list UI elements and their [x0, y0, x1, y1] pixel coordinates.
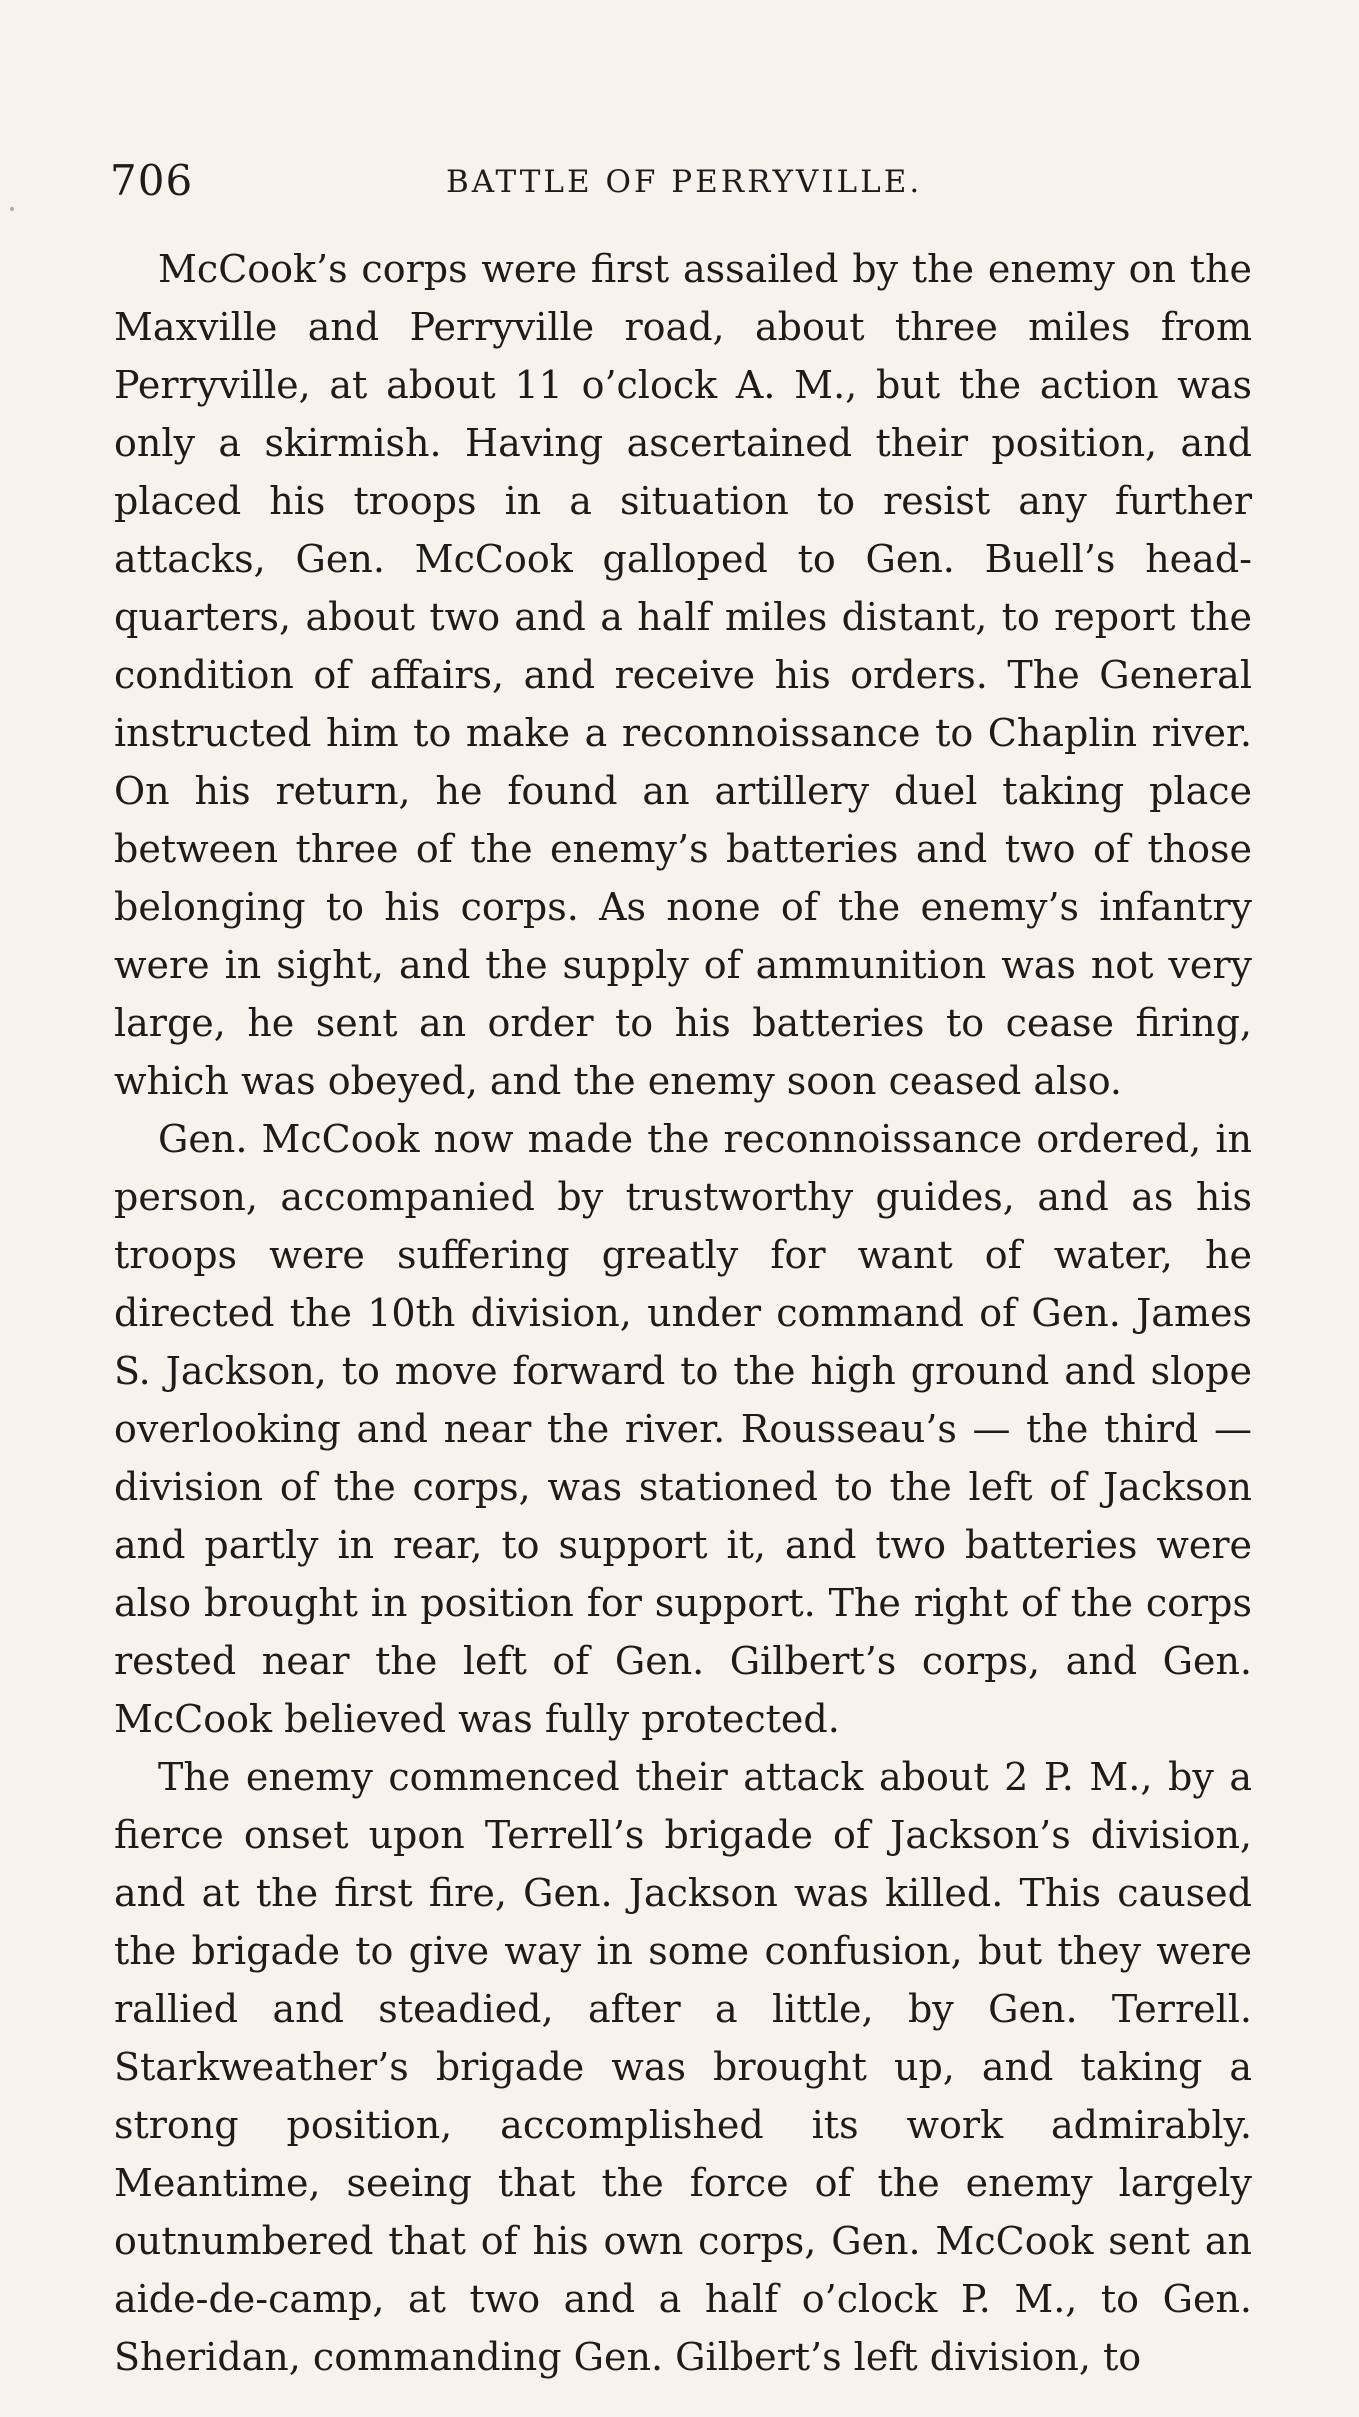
page-number: 706 — [110, 156, 194, 205]
paragraph-3: The enemy commenced their attack about 2 P. M., by a fierce onset upon Terrell’s brigade of Jackson’s division, and at the first fire, Gen. Jackson was killed. This caused the brigade to give way in some confusion, but they were rallied and steadied, after a little, by Gen. Terrell. Starkweather’s brigade was brought up, and taking a strong position, accomplished its work admirably. Meantime, seeing that the force of the enemy largely outnumbered that of his own corps, Gen. McCook sent an aide-de-camp, at two and a half o’clock P. M., to Gen. Sheridan, commanding Gen. Gilbert’s left division, to — [114, 1755, 1252, 2379]
paragraph-1: McCook’s corps were first assailed by the enemy on the Maxville and Perryville road, about three miles from Perryville, at about 11 o’clock A. M., but the action was only a skirmish. Having ascertained their position, and placed his troops in a situation to resist any further attacks, Gen. McCook galloped to Gen. Buell’s head-quarters, about two and a half miles distant, to report the condition of affairs, and receive his orders. The General instructed him to make a reconnoissance to Chaplin river. On his return, he found an artillery duel taking place between three of the enemy’s batteries and two of those belonging to his corps. As none of the enemy’s infantry were in sight, and the supply of ammunition was not very large, he sent an order to his batteries to cease firing, which was obeyed, and the enemy soon ceased also. — [114, 247, 1252, 1103]
paragraph-2: Gen. McCook now made the reconnoissance ordered, in person, accompanied by trustworthy guides, and as his troops were suffering greatly for want of water, he directed the 10th division, under command of Gen. James S. Jackson, to move forward to the high ground and slope overlooking and near the river. Rousseau’s — the third — division of the corps, was stationed to the left of Jackson and partly in rear, to support it, and two batteries were also brought in position for support. The right of the corps rested near the left of Gen. Gilbert’s corps, and Gen. McCook believed was fully protected. — [114, 1117, 1252, 1741]
running-head — [110, 156, 1260, 206]
paper-speck — [10, 207, 14, 211]
body-text — [114, 240, 1252, 2386]
running-title: BATTLE OF PERRYVILLE. — [446, 164, 923, 200]
